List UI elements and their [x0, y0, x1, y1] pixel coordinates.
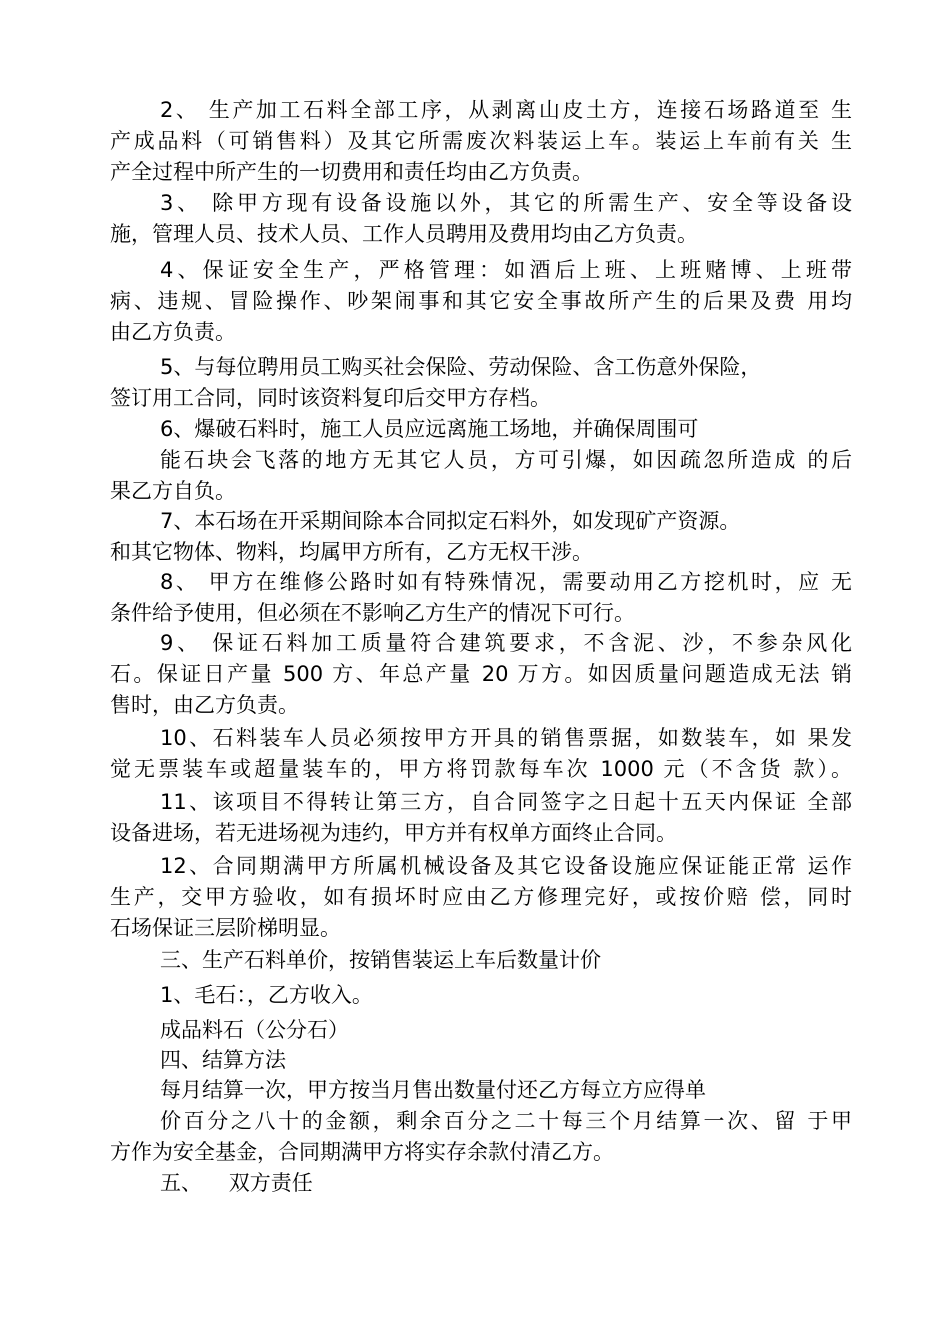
clause-3-line-1: 3、 除甲方现有设备设施以外，其它的所需生产、安全等设备设	[160, 191, 852, 215]
section-3-item-2: 成品料石（公分石）	[160, 1018, 349, 1042]
clause-6-line-3: 果乙方自负。	[110, 479, 236, 503]
clause-9-line-3: 售时，由乙方负责。	[110, 693, 299, 717]
section-3-item-1: 1、毛石：，乙方收入。	[160, 983, 373, 1007]
section-4-line-3: 方作为安全基金，合同期满甲方将实存余款付清乙方。	[110, 1140, 614, 1164]
clause-7-line-2: 和其它物体、物料，均属甲方所有，乙方无权干涉。	[110, 540, 593, 564]
clause-12-line-1: 12、合同期满甲方所属机械设备及其它设备设施应保证能正常 运作	[160, 854, 852, 878]
clause-2-line-1: 2、 生产加工石料全部工序，从剥离山皮土方，连接石场路道至 生	[160, 98, 852, 122]
clause-4-line-2: 病、违规、冒险操作、吵架闹事和其它安全事故所产生的后果及费 用均	[110, 289, 852, 313]
clause-5-line-2: 签订用工合同，同时该资料复印后交甲方存档。	[110, 386, 551, 410]
clause-4-line-3: 由乙方负责。	[110, 320, 236, 344]
clause-10-line-1: 10、石料装车人员必须按甲方开具的销售票据，如数装车，如 果发	[160, 726, 852, 750]
clause-4-line-1: 4、保证安全生产，严格管理：如酒后上班、上班赌博、上班带	[160, 258, 852, 282]
section-4-line-1: 每月结算一次，甲方按当月售出数量付还乙方每立方应得单	[160, 1078, 706, 1102]
section-5-heading: 五、 双方责任	[160, 1171, 313, 1195]
clause-5-line-1: 5、与每位聘用员工购买社会保险、劳动保险、含工伤意外保险，	[160, 355, 762, 379]
clause-6-line-2: 能石块会飞落的地方无其它人员，方可引爆，如因疏忽所造成 的后	[160, 448, 852, 472]
clause-12-line-3: 石场保证三层阶梯明显。	[110, 916, 341, 940]
clause-10-line-2: 觉无票装车或超量装车的，甲方将罚款每车次 1000 元（不含货 款）。	[110, 757, 852, 781]
clause-11-line-2: 设备进场，若无进场视为违约，甲方并有权单方面终止合同。	[110, 821, 677, 845]
clause-2-line-3: 产全过程中所产生的一切费用和责任均由乙方负责。	[110, 160, 593, 184]
clause-11-line-1: 11、该项目不得转让第三方，自合同签字之日起十五天内保证 全部	[160, 790, 852, 814]
clause-9-line-2: 石。保证日产量 500 方、年总产量 20 万方。如因质量问题造成无法 销	[110, 662, 852, 686]
clause-7-line-1: 7、本石场在开采期间除本合同拟定石料外，如发现矿产资源。	[160, 509, 741, 533]
clause-8-line-2: 条件给予使用，但必须在不影响乙方生产的情况下可行。	[110, 601, 635, 625]
clause-6-line-1: 6、爆破石料时，施工人员应远离施工场地，并确保周围可	[160, 417, 699, 441]
clause-2-line-2: 产成品料（可销售料）及其它所需废次料装运上车。装运上车前有关 生	[110, 129, 852, 153]
section-4-line-2: 价百分之八十的金额，剩余百分之二十每三个月结算一次、留 于甲	[160, 1109, 852, 1133]
clause-8-line-1: 8、 甲方在维修公路时如有特殊情况，需要动用乙方挖机时，应 无	[160, 570, 852, 594]
clause-3-line-2: 施，管理人员、技术人员、工作人员聘用及费用均由乙方负责。	[110, 222, 698, 246]
clause-9-line-1: 9、 保证石料加工质量符合建筑要求，不含泥、沙，不参杂风化	[160, 631, 852, 655]
section-3-heading: 三、生产石料单价，按销售装运上车后数量计价	[160, 948, 601, 972]
section-4-heading: 四、结算方法	[160, 1048, 286, 1072]
clause-12-line-2: 生产，交甲方验收，如有损坏时应由乙方修理完好，或按价赔 偿，同时	[110, 885, 852, 909]
